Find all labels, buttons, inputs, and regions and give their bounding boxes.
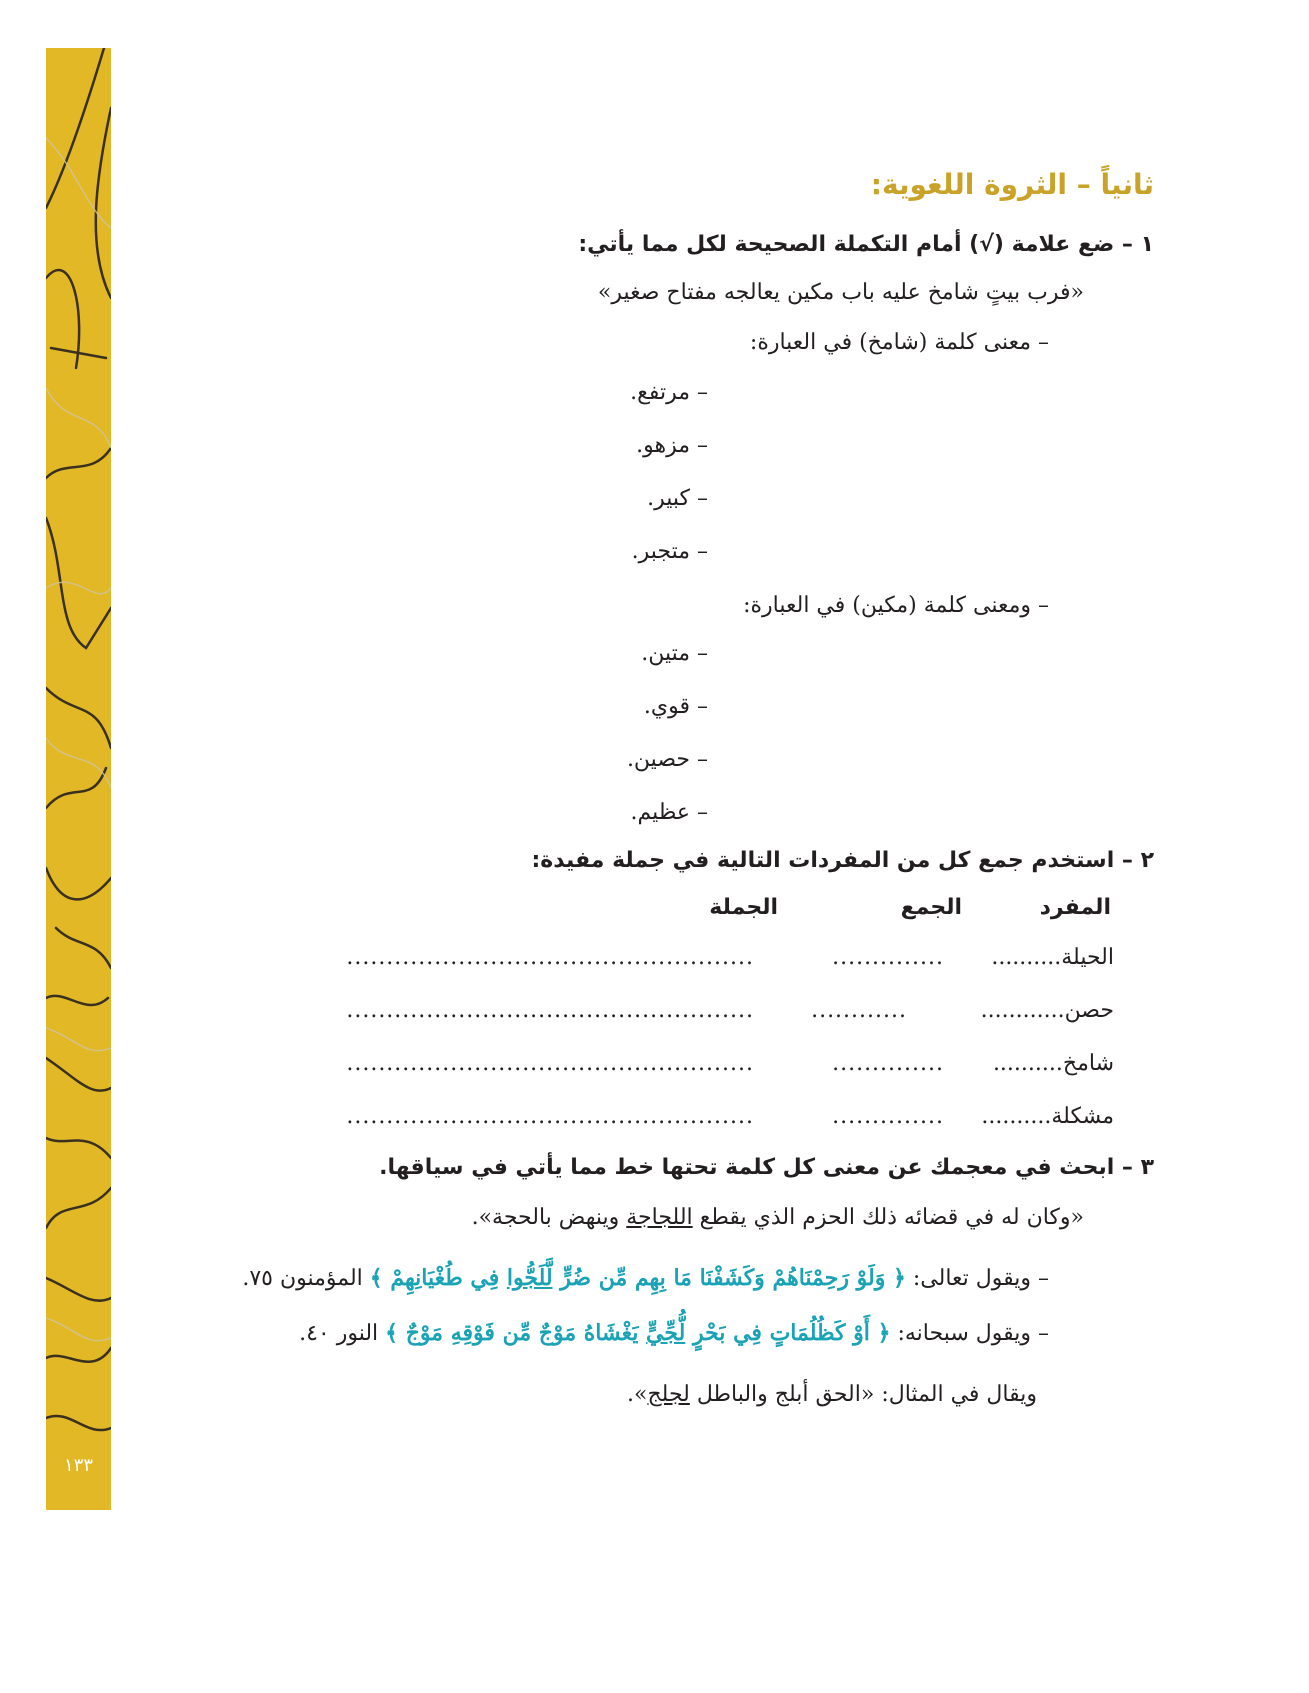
quran-verse: [385, 1320, 890, 1346]
question-3-label: ٣ – ابحث في معجمك عن معنى كل كلمة تحتها خط مما يأتي في سياقها.: [379, 1155, 1154, 1180]
row-word: مشكلة: [1051, 1104, 1114, 1129]
question-3-line-3: [299, 1320, 1049, 1346]
sentence-blank: ...................................................: [346, 1104, 754, 1129]
text-segment: – ويقول تعالى:: [905, 1266, 1049, 1291]
table-row: [993, 1051, 1114, 1076]
question-2-label: ٢ – استخدم جمع كل من المفردات التالية في جملة مفيدة:: [531, 848, 1154, 873]
text-segment: – ويقول سبحانه:: [890, 1321, 1049, 1346]
plural-blank: ..............: [832, 1104, 944, 1129]
question-3-line-1: [472, 1205, 1084, 1230]
header-singular: المفرد: [1039, 895, 1111, 920]
row-dots: ............: [980, 998, 1065, 1023]
table-row: [981, 1104, 1114, 1129]
text-segment: «وكان له في قضائه ذلك الحزم الذي يقطع: [692, 1205, 1084, 1230]
table-row: [981, 998, 1114, 1023]
question-1-quote: «فرب بيتٍ شامخ عليه باب مكين يعالجه مفتاح صغير»: [597, 280, 1084, 305]
table-row: [991, 945, 1114, 970]
question-1-sub2: – ومعنى كلمة (مكين) في العبارة:: [743, 593, 1049, 618]
row-dots: ..........: [991, 945, 1062, 970]
sentence-blank: ...................................................: [346, 998, 754, 1023]
plural-blank: ..............: [832, 1051, 944, 1076]
option-item: – متجبر.: [631, 539, 708, 564]
option-item: – مرتفع.: [630, 380, 708, 405]
quran-segment: فِي طُغْيَانِهِمْ ﴾: [369, 1265, 507, 1291]
plural-blank: ............: [811, 998, 907, 1023]
sentence-blank: ...................................................: [346, 1051, 754, 1076]
section-title: ثانياً – الثروة اللغوية:: [870, 168, 1154, 201]
question-1-sub1: – معنى كلمة (شامخ) في العبارة:: [749, 330, 1049, 355]
verse-reference: النور ٤٠.: [299, 1321, 386, 1346]
text-segment: وينهض بالحجة».: [471, 1205, 627, 1230]
quran-segment: يَغْشَاهُ مَوْجٌ مِّن فَوْقِهِ مَوْجٌ ﴾: [385, 1320, 647, 1346]
quran-segment: ﴿ وَلَوْ رَحِمْنَاهُمْ وَكَشَفْنَا مَا بِهِم مِّن ضُرٍّ: [552, 1265, 906, 1291]
option-item: – مزهو.: [636, 433, 708, 458]
quran-segment: ﴿ أَوْ كَظُلُمَاتٍ فِي بَحْرٍ: [685, 1320, 891, 1346]
quran-verse: [370, 1265, 906, 1291]
option-item: – عظيم.: [630, 800, 708, 825]
question-1-label: ١ – ضع علامة (√) أمام التكملة الصحيحة لكل مما يأتي:: [578, 232, 1154, 257]
option-item: – قوي.: [643, 694, 708, 719]
header-sentence: الجملة: [709, 895, 778, 920]
plural-blank: ..............: [832, 945, 944, 970]
underlined-word: لجلج: [647, 1382, 690, 1407]
text-segment: ويقال في المثال: «الحق أبلج والباطل: [689, 1382, 1037, 1407]
underlined-word: لَّلَجُّوا: [506, 1265, 553, 1291]
underlined-word: اللجاجة: [626, 1205, 693, 1230]
row-dots: ..........: [992, 1051, 1063, 1076]
verse-reference: المؤمنون ٧٥.: [242, 1266, 370, 1291]
option-item: – حصين.: [626, 747, 708, 772]
side-strip-pattern: [46, 48, 111, 1510]
header-plural: الجمع: [900, 895, 962, 920]
option-item: – متين.: [641, 641, 708, 666]
decorative-side-strip: [46, 48, 111, 1510]
underlined-word: لُّجِّيٍّ: [646, 1320, 686, 1346]
page-number: ١٣٣: [63, 1455, 93, 1476]
row-dots: ..........: [981, 1104, 1052, 1129]
text-segment: ».: [627, 1382, 648, 1407]
question-3-line-2: [242, 1265, 1049, 1291]
option-item: – كبير.: [647, 486, 708, 511]
row-word: الحيلة: [1061, 945, 1114, 970]
question-3-line-4: [627, 1382, 1037, 1407]
row-word: حصن: [1064, 998, 1114, 1023]
sentence-blank: ...................................................: [346, 945, 754, 970]
row-word: شامخ: [1062, 1051, 1114, 1076]
